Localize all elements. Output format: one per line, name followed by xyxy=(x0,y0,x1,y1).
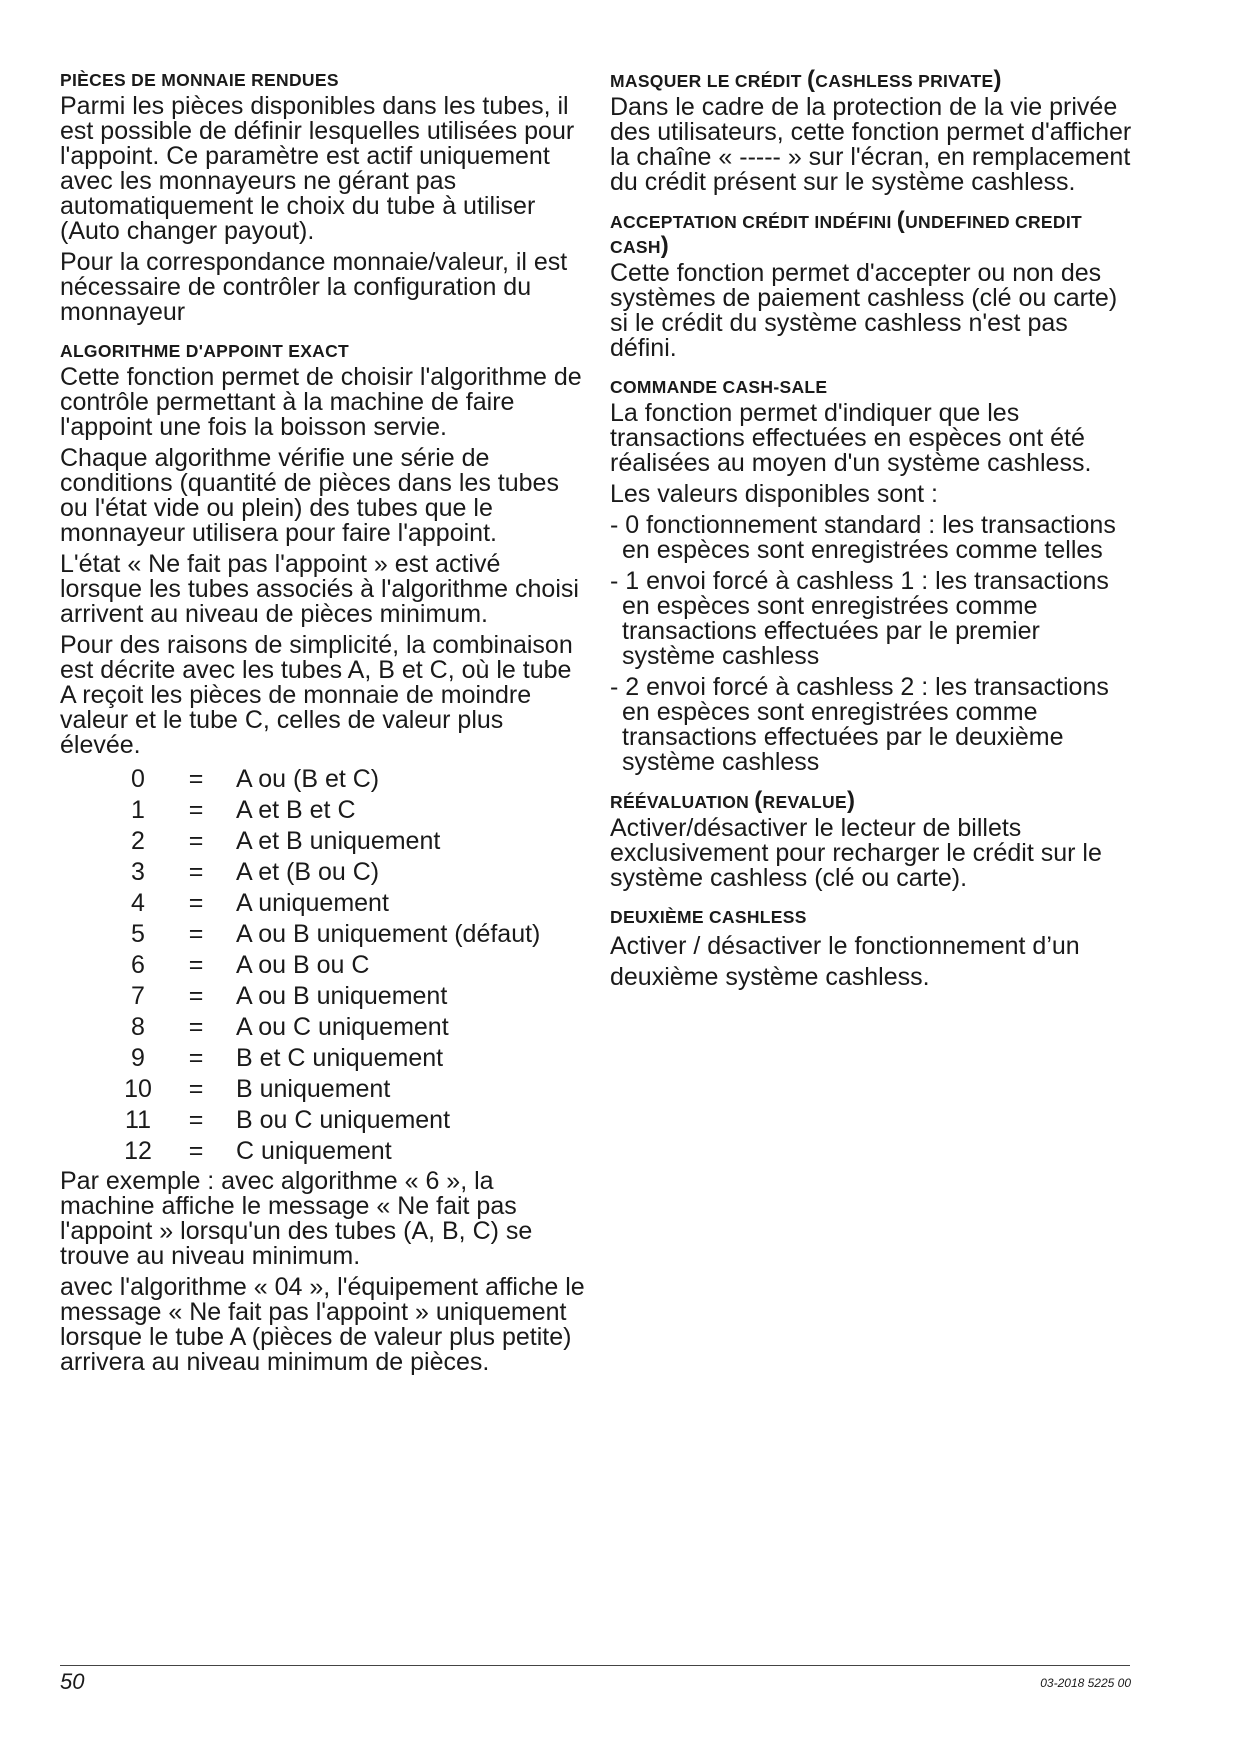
heading-main: ACCEPTATION CRÉDIT INDÉFINI xyxy=(610,212,892,232)
algo-number: 5 xyxy=(131,920,145,948)
algo-value: B et C uniquement xyxy=(236,1044,444,1072)
paragraph: Activer/désactiver le lecteur de billets exclusivement pour recharger le crédit sur le système cashless (clé ou carte). xyxy=(610,814,1102,892)
list-item: - 0 fonctionnement standard : les transactions en espèces sont enregistrées comme telles xyxy=(610,511,1116,564)
paragraph: Dans le cadre de la protection de la vie privée des utilisateurs, cette fonction permet d'afficher la chaîne « ----- » sur l'écran, en remplacement du crédit présent sur le système cashless. xyxy=(610,93,1132,196)
table-row xyxy=(60,950,540,981)
algo-number: 4 xyxy=(131,889,145,917)
equals-sign: = xyxy=(188,920,204,948)
equals-sign: = xyxy=(188,765,204,793)
list-item: - 2 envoi forcé à cashless 2 : les transactions en espèces sont enregistrées comme transactions effectuées par le deuxième système cashless xyxy=(610,673,1109,776)
paragraph: Cette fonction permet de choisir l'algorithme de contrôle permettant à la machine de faire l'appoint une fois la boisson servie. xyxy=(60,363,582,441)
table-row xyxy=(60,1012,540,1043)
paragraph: La fonction permet d'indiquer que les transactions effectuées en espèces ont été réalisées au moyen d'un système cashless. xyxy=(610,399,1092,477)
paragraph: Cette fonction permet d'accepter ou non des systèmes de paiement cashless (clé ou carte) si le crédit du système cashless n'est pas défini. xyxy=(610,259,1118,362)
paren-close: ) xyxy=(993,66,1002,93)
section-masquer-credit xyxy=(610,68,1135,195)
section-reevaluation xyxy=(610,789,1135,891)
table-row xyxy=(60,857,540,888)
algo-number: 2 xyxy=(131,827,145,855)
document-code: 03-2018 5225 00 xyxy=(1040,1676,1131,1690)
section-heading xyxy=(610,209,1135,259)
footer-divider xyxy=(60,1665,1130,1666)
equals-sign: = xyxy=(188,1075,204,1103)
algo-value: A et B et C xyxy=(236,796,356,824)
list-item: - 1 envoi forcé à cashless 1 : les transactions en espèces sont enregistrées comme transactions effectuées par le premier système cashless xyxy=(610,567,1109,670)
paren-close: ) xyxy=(846,787,856,814)
right-column xyxy=(610,68,1135,1007)
equals-sign: = xyxy=(188,827,204,855)
equals-sign: = xyxy=(188,982,204,1010)
algo-number: 9 xyxy=(131,1044,145,1072)
paren-open: ( xyxy=(896,207,906,234)
equals-sign: = xyxy=(188,1013,204,1041)
algo-value: B ou C uniquement xyxy=(236,1106,451,1134)
section-deuxieme-cashless xyxy=(610,905,1135,993)
equals-sign: = xyxy=(188,1106,204,1134)
paragraph: Par exemple : avec algorithme « 6 », la machine affiche le message « Ne fait pas l'appoint » lorsqu'un des tubes (A, B, C) se trouve au niveau minimum. xyxy=(60,1167,533,1270)
paren-close: ) xyxy=(660,232,670,259)
paragraph: Activer / désactiver le fonctionnement d’un deuxième système cashless. xyxy=(610,932,1080,991)
section-algorithme xyxy=(60,339,585,1375)
algo-number: 8 xyxy=(131,1013,145,1041)
equals-sign: = xyxy=(188,858,204,886)
algo-value: A ou B ou C xyxy=(236,951,370,979)
paragraph: avec l'algorithme « 04 », l'équipement affiche le message « Ne fait pas l'appoint » uniquement lorsque le tube A (pièces de valeur plus petite) arrivera au niveau minimum de pièces. xyxy=(60,1273,585,1376)
paragraph: Pour des raisons de simplicité, la combinaison est décrite avec les tubes A, B et C, où le tube A reçoit les pièces de monnaie de moindre valeur et le tube C, celles de valeur plus élevée. xyxy=(60,631,573,759)
algo-value: A ou (B et C) xyxy=(236,765,380,793)
equals-sign: = xyxy=(188,1137,204,1165)
table-row xyxy=(60,919,540,950)
algo-value: A ou B uniquement (défaut) xyxy=(236,920,541,948)
algo-value: A uniquement xyxy=(236,889,389,917)
algo-number: 6 xyxy=(131,951,145,979)
algo-number: 3 xyxy=(131,858,145,886)
heading-main: MASQUER LE CRÉDIT xyxy=(610,71,802,91)
page-number: 50 xyxy=(60,1669,85,1694)
paragraph: L'état « Ne fait pas l'appoint » est activé lorsque les tubes associés à l'algorithme choisi arrivent au niveau de pièces minimum. xyxy=(60,550,579,628)
section-heading: ALGORITHME D'APPOINT EXACT xyxy=(60,341,350,361)
section-heading: COMMANDE CASH-SALE xyxy=(610,377,828,397)
section-heading: DEUXIÈME CASHLESS xyxy=(610,907,807,927)
section-heading: PIÈCES DE MONNAIE RENDUES xyxy=(60,70,339,90)
algo-number: 1 xyxy=(131,796,145,824)
algo-value: A et B uniquement xyxy=(236,827,441,855)
table-row xyxy=(60,795,540,826)
algo-number: 0 xyxy=(131,765,145,793)
paragraph: Parmi les pièces disponibles dans les tubes, il est possible de définir lesquelles utilisées pour l'appoint. Ce paramètre est actif uniquement avec les monnayeurs ne gérant pas automatiquement le choix du tube à utiliser (Auto changer payout). xyxy=(60,92,575,245)
paren-open: ( xyxy=(754,787,763,814)
table-row xyxy=(60,1136,540,1167)
table-row xyxy=(60,826,540,857)
section-heading xyxy=(610,789,1135,814)
algo-value: A ou B uniquement xyxy=(236,982,448,1010)
table-row xyxy=(60,888,540,919)
table-row xyxy=(60,1043,540,1074)
heading-paren-text: REVALUE xyxy=(762,792,847,812)
equals-sign: = xyxy=(188,889,204,917)
section-commande-cash-sale xyxy=(610,375,1135,775)
algorithm-table xyxy=(60,764,540,1167)
equals-sign: = xyxy=(188,951,204,979)
paragraph: Pour la correspondance monnaie/valeur, il est nécessaire de contrôler la configuration du monnayeur xyxy=(60,248,568,326)
paren-open: ( xyxy=(806,66,816,93)
section-pieces-rendues xyxy=(60,68,585,325)
paragraph: Les valeurs disponibles sont : xyxy=(610,480,938,508)
table-row xyxy=(60,764,540,795)
table-row xyxy=(60,981,540,1012)
paragraph: Chaque algorithme vérifie une série de conditions (quantité de pièces dans les tubes ou l'état vide ou plein) des tubes que le monnayeur utilisera pour faire l'appoint. xyxy=(60,444,559,547)
algo-number: 11 xyxy=(125,1106,151,1134)
left-column xyxy=(60,68,585,1389)
heading-paren-text: CASHLESS PRIVATE xyxy=(815,71,994,91)
algo-value: A ou C uniquement xyxy=(236,1013,449,1041)
heading-paren-text: UNDEFINED CREDIT CASH xyxy=(610,212,1082,257)
algo-value: C uniquement xyxy=(236,1137,392,1165)
algo-value: B uniquement xyxy=(236,1075,391,1103)
heading-main: RÉÉVALUATION xyxy=(610,792,750,812)
table-row xyxy=(60,1105,540,1136)
section-heading xyxy=(610,68,1135,93)
algo-value: A et (B ou C) xyxy=(236,858,380,886)
table-row xyxy=(60,1074,540,1105)
equals-sign: = xyxy=(188,1044,204,1072)
algo-number: 12 xyxy=(124,1137,152,1165)
section-acceptation-credit xyxy=(610,209,1135,361)
algo-number: 10 xyxy=(124,1075,152,1103)
algo-number: 7 xyxy=(131,982,145,1010)
equals-sign: = xyxy=(188,796,204,824)
